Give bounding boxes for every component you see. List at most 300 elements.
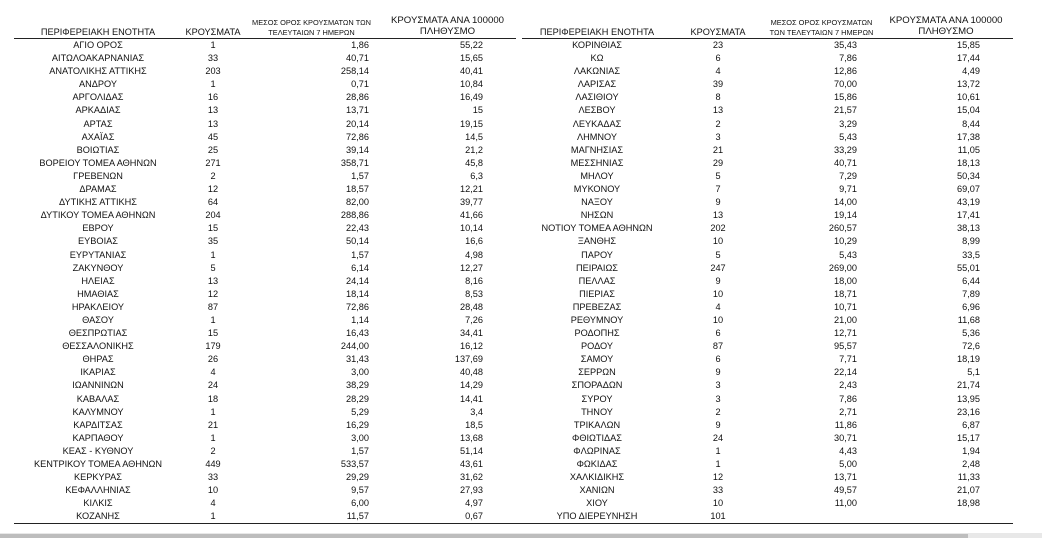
table-row <box>522 510 1013 523</box>
table-row <box>522 118 1013 131</box>
cell-avg: 18,00 <box>834 275 857 286</box>
table-row <box>522 484 1013 497</box>
cell-avg: 2,43 <box>839 380 857 391</box>
cell-avg: 82,00 <box>346 197 369 208</box>
table-row <box>522 209 1013 222</box>
cell-per100k: 12,21 <box>460 184 483 195</box>
cell-cases: 33 <box>207 53 219 64</box>
cell-region: ΥΠΟ ΔΙΕΡΕΥΝΗΣΗ <box>556 511 638 522</box>
cell-avg: 10,71 <box>834 301 857 312</box>
cell-cases: 6 <box>715 328 721 339</box>
cell-avg: 11,57 <box>346 511 369 522</box>
cell-per100k: 6,87 <box>962 419 980 430</box>
cell-avg: 2,71 <box>839 406 857 417</box>
cell-cases: 5 <box>715 170 721 181</box>
cell-avg: 28,86 <box>346 92 369 103</box>
cell-avg: 12,86 <box>834 66 857 77</box>
cell-per100k: 4,97 <box>465 498 483 509</box>
table-row <box>14 458 516 471</box>
table-row <box>522 65 1013 78</box>
table-row <box>522 275 1013 288</box>
cell-avg: 22,43 <box>346 223 369 234</box>
cell-per100k: 5,1 <box>967 367 980 378</box>
cell-region: ΛΑΚΩΝΙΑΣ <box>573 66 621 77</box>
cell-region: ΛΗΜΝΟΥ <box>576 131 618 142</box>
cell-region: ΜΕΣΣΗΝΙΑΣ <box>570 157 624 168</box>
table-row <box>14 327 516 340</box>
cell-cases: 15 <box>207 223 219 234</box>
table-row <box>14 118 516 131</box>
cell-region: ΚΕΡΚΥΡΑΣ <box>74 472 122 483</box>
cell-avg: 49,57 <box>834 485 857 496</box>
header-region: ΠΕΡΙΦΕΡΕΙΑΚΗ ΕΝΟΤΗΤΑ <box>14 13 182 39</box>
cell-per100k: 45,8 <box>465 157 483 168</box>
cell-region: ΗΡΑΚΛΕΙΟΥ <box>71 301 125 312</box>
cell-cases: 24 <box>712 432 724 443</box>
cell-cases: 1 <box>210 79 216 90</box>
cell-region: ΔΥΤΙΚΗΣ ΑΤΤΙΚΗΣ <box>59 197 137 208</box>
cell-avg: 70,00 <box>834 79 857 90</box>
cell-per100k: 18,5 <box>465 419 483 430</box>
table-row <box>14 78 516 91</box>
cell-per100k: 51,14 <box>460 445 483 456</box>
cell-cases: 13 <box>712 105 724 116</box>
cell-cases: 1 <box>210 249 216 260</box>
cell-avg: 50,14 <box>346 236 369 247</box>
cell-avg <box>764 510 879 523</box>
cell-avg: 10,29 <box>834 236 857 247</box>
cell-region: ΔΡΑΜΑΣ <box>79 184 117 195</box>
cell-cases: 2 <box>210 445 216 456</box>
table-row <box>14 209 516 222</box>
cell-region: ΚΩ <box>590 53 604 64</box>
cell-region: ΛΑΡΙΣΑΣ <box>577 79 617 90</box>
cell-cases: 10 <box>207 485 219 496</box>
cell-per100k: 10,84 <box>460 79 483 90</box>
cell-region: ΠΕΙΡΑΙΩΣ <box>576 262 618 273</box>
cell-cases: 3 <box>715 393 721 404</box>
table-row <box>522 327 1013 340</box>
cell-avg: 12,71 <box>834 328 857 339</box>
cell-avg: 14,00 <box>834 197 857 208</box>
cell-cases: 6 <box>715 354 721 365</box>
cell-per100k: 4,49 <box>962 66 980 77</box>
scrollbar-thumb[interactable] <box>0 534 968 538</box>
cell-cases: 2 <box>715 406 721 417</box>
header-row <box>522 13 1013 39</box>
cell-avg: 4,43 <box>839 445 857 456</box>
table-row <box>522 314 1013 327</box>
cell-region: ΓΡΕΒΕΝΩΝ <box>73 170 123 181</box>
cell-per100k: 12,27 <box>460 262 483 273</box>
table-row <box>522 91 1013 104</box>
cell-avg: 260,57 <box>828 223 857 234</box>
cell-cases: 9 <box>715 367 721 378</box>
cell-per100k: 23,16 <box>957 406 980 417</box>
cell-per100k: 11,33 <box>957 472 980 483</box>
cell-region: ΧΙΟΥ <box>586 498 608 509</box>
table-row <box>522 353 1013 366</box>
cell-region: ΧΑΛΚΙΔΙΚΗΣ <box>569 472 625 483</box>
cell-avg: 29,29 <box>346 472 369 483</box>
table-row <box>14 445 516 458</box>
cell-avg: 5,43 <box>839 131 857 142</box>
cell-per100k: 72,6 <box>962 341 980 352</box>
cell-region: ΡΕΘΥΜΝΟΥ <box>570 314 624 325</box>
header-row <box>14 13 516 39</box>
cell-region: ΚΕΦΑΛΛΗΝΙΑΣ <box>65 485 131 496</box>
cell-region: ΠΑΡΟΥ <box>581 249 613 260</box>
table-row <box>14 366 516 379</box>
cell-cases: 18 <box>207 393 219 404</box>
table-row <box>522 301 1013 314</box>
cell-cases: 179 <box>205 341 221 352</box>
cell-avg: 95,57 <box>834 341 857 352</box>
cell-region: ΠΡΕΒΕΖΑΣ <box>572 301 622 312</box>
cell-per100k: 43,19 <box>957 197 980 208</box>
cell-cases: 1 <box>210 406 216 417</box>
table-row <box>14 353 516 366</box>
table-row <box>522 39 1013 53</box>
cell-region: ΜΥΚΟΝΟΥ <box>573 184 621 195</box>
table-row <box>14 183 516 196</box>
cell-per100k: 15,65 <box>460 53 483 64</box>
cell-per100k: 8,16 <box>465 275 483 286</box>
cell-cases: 4 <box>715 301 721 312</box>
cell-avg: 30,71 <box>834 432 857 443</box>
cell-region: ΚΑΡΔΙΤΣΑΣ <box>73 419 123 430</box>
cell-cases: 271 <box>205 157 221 168</box>
cell-avg: 21,57 <box>834 105 857 116</box>
table-row <box>522 157 1013 170</box>
cell-cases: 1 <box>210 40 216 50</box>
table-body-right <box>522 39 1013 524</box>
cell-region: ΦΛΩΡΙΝΑΣ <box>573 445 621 456</box>
cell-per100k: 13,95 <box>957 393 980 404</box>
cell-per100k: 15,17 <box>957 432 980 443</box>
cell-cases: 10 <box>712 236 724 247</box>
cell-region: ΣΥΡΟΥ <box>581 393 613 404</box>
cell-cases: 26 <box>207 354 219 365</box>
cell-per100k: 40,48 <box>460 367 483 378</box>
cell-per100k: 17,41 <box>957 210 980 221</box>
cell-region: ΡΟΔΟΠΗΣ <box>574 328 620 339</box>
cell-cases: 4 <box>210 367 216 378</box>
cell-cases: 1 <box>210 314 216 325</box>
cell-avg: 1,86 <box>351 40 369 50</box>
cell-cases: 33 <box>207 472 219 483</box>
cell-region: ΜΗΛΟΥ <box>580 170 614 181</box>
cell-region: ΝΟΤΙΟΥ ΤΟΜΕΑ ΑΘΗΝΩΝ <box>541 223 653 234</box>
cases-table-left <box>14 13 516 523</box>
cell-cases: 247 <box>710 262 726 273</box>
table-row <box>522 262 1013 275</box>
table-row <box>14 406 516 419</box>
table-row <box>14 157 516 170</box>
table-row <box>14 510 516 523</box>
cell-avg: 11,00 <box>834 498 857 509</box>
cell-region: ΝΗΣΩΝ <box>580 210 614 221</box>
cell-avg: 7,29 <box>839 170 857 181</box>
cell-cases: 1 <box>715 459 721 469</box>
table-row <box>522 170 1013 183</box>
cell-per100k: 11,05 <box>957 144 980 155</box>
cell-cases: 8 <box>715 92 721 103</box>
cell-cases: 1 <box>210 511 216 522</box>
cell-region: ΙΩΑΝΝΙΝΩΝ <box>72 380 124 391</box>
cell-region: ΠΙΕΡΙΑΣ <box>579 288 615 299</box>
cell-cases: 16 <box>207 92 219 103</box>
header-per100k: ΚΡΟΥΣΜΑΤΑ ΑΝΑ 100000 ΠΛΗΘΥΣΜΟ <box>379 13 516 39</box>
cell-region: ΑΓΙΟ ΟΡΟΣ <box>73 40 123 50</box>
cell-region: ΚΑΒΑΛΑΣ <box>76 393 120 404</box>
cell-region: ΗΛΕΙΑΣ <box>81 275 115 286</box>
cell-cases: 2 <box>210 170 216 181</box>
cell-avg: 19,14 <box>834 210 857 221</box>
header-avg: ΜΕΣΟΣ ΟΡΟΣ ΚΡΟΥΣΜΑΤΩΝ ΤΩΝ ΤΕΛΕΥΤΑΙΩΝ 7 ΗΜΕΡΩΝ <box>764 13 879 39</box>
cell-per100k: 14,41 <box>460 393 483 404</box>
table-row <box>522 131 1013 144</box>
cell-per100k: 6,3 <box>470 170 483 181</box>
cell-cases: 10 <box>712 288 724 299</box>
cell-avg: 15,86 <box>834 92 857 103</box>
cell-region: ΑΙΤΩΛΟΑΚΑΡΝΑΝΙΑΣ <box>51 53 145 64</box>
cell-avg: 0,71 <box>351 79 369 90</box>
cell-per100k: 16,49 <box>460 92 483 103</box>
cell-region: ΚΕΑΣ - ΚΥΘΝΟΥ <box>62 445 134 456</box>
cell-cases: 33 <box>712 485 724 496</box>
cell-per100k: 13,72 <box>957 79 980 90</box>
cell-per100k: 39,77 <box>460 197 483 208</box>
cell-region: ΚΑΛΥΜΝΟΥ <box>72 406 124 417</box>
cell-per100k: 17,44 <box>957 53 980 64</box>
cell-avg: 72,86 <box>346 301 369 312</box>
cell-per100k: 43,61 <box>460 459 483 469</box>
cell-region: ΚΕΝΤΡΙΚΟΥ ΤΟΜΕΑ ΑΘΗΝΩΝ <box>33 459 163 469</box>
cell-per100k: 15 <box>472 105 483 116</box>
cell-cases: 7 <box>715 184 721 195</box>
table-row <box>522 183 1013 196</box>
cell-per100k: 34,41 <box>460 328 483 339</box>
cell-avg: 1,57 <box>351 445 369 456</box>
cell-region: ΑΧΑΪΑΣ <box>81 131 115 142</box>
cell-region: ΙΚΑΡΙΑΣ <box>80 367 116 378</box>
cell-per100k: 2,48 <box>962 459 980 469</box>
cell-cases: 24 <box>207 380 219 391</box>
cell-avg: 13,71 <box>834 472 857 483</box>
cell-cases: 10 <box>712 498 724 509</box>
cell-avg: 533,57 <box>340 459 369 469</box>
table-row <box>14 39 516 53</box>
cell-cases: 5 <box>715 249 721 260</box>
cell-avg: 6,00 <box>351 498 369 509</box>
table-row <box>522 471 1013 484</box>
cell-region: ΘΕΣΣΑΛΟΝΙΚΗΣ <box>62 341 134 352</box>
table-row <box>522 196 1013 209</box>
cell-per100k: 33,5 <box>962 249 980 260</box>
cell-per100k: 0,67 <box>465 511 483 522</box>
table-row <box>522 144 1013 157</box>
cell-per100k: 69,07 <box>957 184 980 195</box>
cell-avg: 21,00 <box>834 314 857 325</box>
table-row <box>14 314 516 327</box>
table-row <box>14 497 516 510</box>
table-row <box>14 131 516 144</box>
cases-table-right <box>522 13 1013 523</box>
cell-region: ΘΑΣΟΥ <box>82 314 114 325</box>
table-row <box>522 340 1013 353</box>
cell-per100k: 50,34 <box>957 170 980 181</box>
table-row <box>14 275 516 288</box>
cell-cases: 6 <box>715 53 721 64</box>
cell-region: ΠΕΛΛΑΣ <box>578 275 616 286</box>
cell-per100k: 18,19 <box>957 354 980 365</box>
cell-per100k: 11,68 <box>957 314 980 325</box>
table-row <box>14 419 516 432</box>
cell-region: ΜΑΓΝΗΣΙΑΣ <box>570 144 624 155</box>
cell-avg: 288,86 <box>340 210 369 221</box>
cell-avg: 16,29 <box>346 419 369 430</box>
table-row <box>522 458 1013 471</box>
cell-avg: 40,71 <box>834 157 857 168</box>
table-row <box>522 52 1013 65</box>
cell-per100k: 8,99 <box>962 236 980 247</box>
cell-per100k: 41,66 <box>460 210 483 221</box>
cell-avg: 7,71 <box>839 354 857 365</box>
cell-cases: 13 <box>207 105 219 116</box>
cell-region: ΛΕΣΒΟΥ <box>578 105 616 116</box>
cell-cases: 5 <box>210 262 216 273</box>
cell-region: ΖΑΚΥΝΘΟΥ <box>72 262 124 273</box>
cell-region: ΝΑΞΟΥ <box>581 197 613 208</box>
cell-per100k: 7,26 <box>465 314 483 325</box>
cell-cases: 9 <box>715 275 721 286</box>
cell-avg: 3,29 <box>839 118 857 129</box>
cell-avg: 9,57 <box>351 485 369 496</box>
table-row <box>14 52 516 65</box>
cell-cases: 29 <box>712 157 724 168</box>
cell-per100k <box>879 510 1013 523</box>
cell-cases: 39 <box>712 79 724 90</box>
cell-region: ΔΥΤΙΚΟΥ ΤΟΜΕΑ ΑΘΗΝΩΝ <box>40 210 156 221</box>
cell-region: ΤΡΙΚΑΛΩΝ <box>573 419 621 430</box>
cell-region: ΘΕΣΠΡΩΤΙΑΣ <box>68 328 128 339</box>
cell-per100k: 8,44 <box>962 118 980 129</box>
cell-per100k: 21,2 <box>465 144 483 155</box>
table-row <box>14 249 516 262</box>
table-row <box>522 78 1013 91</box>
cell-avg: 24,14 <box>346 275 369 286</box>
cell-cases: 13 <box>207 275 219 286</box>
cell-per100k: 16,6 <box>465 236 483 247</box>
cell-cases: 15 <box>207 328 219 339</box>
table-row <box>522 379 1013 392</box>
table-row <box>14 379 516 392</box>
table-body-left <box>14 39 516 524</box>
table-row <box>522 445 1013 458</box>
cell-per100k: 31,62 <box>460 472 483 483</box>
header-cases: ΚΡΟΥΣΜΑΤΑ <box>672 13 764 39</box>
cell-per100k: 15,04 <box>957 105 980 116</box>
cell-region: ΞΑΝΘΗΣ <box>577 236 617 247</box>
cell-per100k: 55,22 <box>460 40 483 50</box>
cell-region: ΛΑΣΙΘΙΟΥ <box>575 92 619 103</box>
cell-cases: 45 <box>207 131 219 142</box>
cell-cases: 21 <box>207 419 219 430</box>
cell-avg: 6,14 <box>351 262 369 273</box>
cell-avg: 5,43 <box>839 249 857 260</box>
table-bottom-border <box>14 523 1013 524</box>
horizontal-scrollbar[interactable] <box>0 533 1042 538</box>
cell-cases: 64 <box>207 197 219 208</box>
cell-per100k: 21,74 <box>957 380 980 391</box>
cell-per100k: 18,13 <box>957 157 980 168</box>
table-row <box>14 104 516 117</box>
cell-cases: 35 <box>207 236 219 247</box>
cell-avg: 269,00 <box>828 262 857 273</box>
cell-region: ΣΑΜΟΥ <box>580 354 614 365</box>
cell-region: ΑΝΔΡΟΥ <box>78 79 117 90</box>
cell-cases: 25 <box>207 144 219 155</box>
cell-per100k: 19,15 <box>460 118 483 129</box>
cell-cases: 13 <box>207 118 219 129</box>
cell-per100k: 14,29 <box>460 380 483 391</box>
cell-avg: 1,57 <box>351 170 369 181</box>
cell-per100k: 7,89 <box>962 288 980 299</box>
cell-cases: 101 <box>710 511 726 522</box>
cell-avg: 28,29 <box>346 393 369 404</box>
cell-per100k: 28,48 <box>460 301 483 312</box>
table-row <box>14 471 516 484</box>
cell-region: ΚΟΖΑΝΗΣ <box>76 511 120 522</box>
cell-cases: 202 <box>710 223 726 234</box>
cell-per100k: 8,53 <box>465 288 483 299</box>
cell-cases: 12 <box>712 472 724 483</box>
table-row <box>14 170 516 183</box>
table-row <box>14 393 516 406</box>
table-row <box>14 91 516 104</box>
cell-cases: 204 <box>205 210 221 221</box>
table-row <box>522 393 1013 406</box>
cell-avg: 40,71 <box>346 53 369 64</box>
cell-region: ΘΗΡΑΣ <box>82 354 114 365</box>
cell-avg: 5,00 <box>839 459 857 469</box>
cell-per100k: 40,41 <box>460 66 483 77</box>
cell-per100k: 3,4 <box>470 406 483 417</box>
cell-region: ΕΒΡΟΥ <box>82 223 114 234</box>
table-row <box>522 235 1013 248</box>
cell-region: ΦΩΚΙΔΑΣ <box>576 459 618 469</box>
cell-region: ΕΥΒΟΙΑΣ <box>78 236 118 247</box>
cell-cases: 449 <box>205 459 221 469</box>
cell-avg: 244,00 <box>340 341 369 352</box>
cell-cases: 2 <box>715 118 721 129</box>
cell-region: ΛΕΥΚΑΔΑΣ <box>572 118 622 129</box>
table-row <box>14 222 516 235</box>
cell-cases: 12 <box>207 184 219 195</box>
table-row <box>522 432 1013 445</box>
cell-avg: 22,14 <box>834 367 857 378</box>
header-avg: ΜΕΣΟΣ ΟΡΟΣ ΚΡΟΥΣΜΑΤΩΝ ΤΩΝ ΤΕΛΕΥΤΑΙΩΝ 7 ΗΜΕΡΩΝ <box>244 13 379 39</box>
table-row <box>14 340 516 353</box>
table-row <box>522 249 1013 262</box>
cell-avg: 38,29 <box>346 380 369 391</box>
table-row <box>522 497 1013 510</box>
cell-per100k: 16,12 <box>460 341 483 352</box>
cell-cases: 12 <box>207 288 219 299</box>
cell-avg: 3,00 <box>351 432 369 443</box>
cell-avg: 258,14 <box>340 66 369 77</box>
